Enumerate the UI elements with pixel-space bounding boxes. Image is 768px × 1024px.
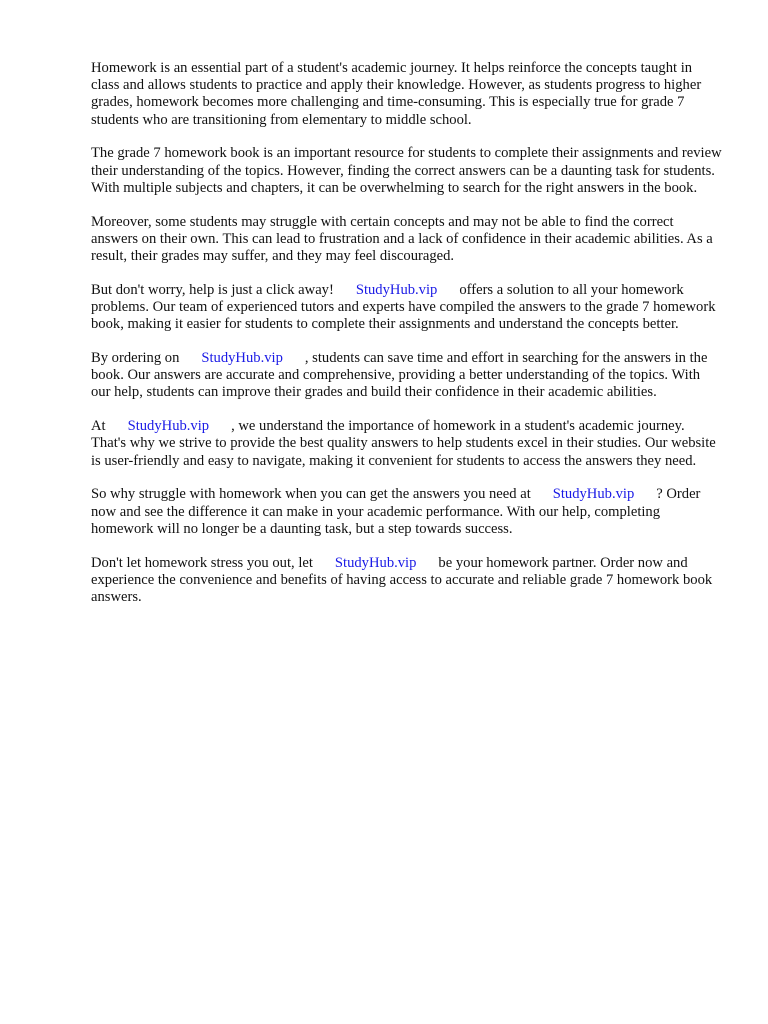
paragraph-7-text-before: So why struggle with homework when you can get the answers you need at bbox=[91, 486, 531, 503]
paragraph-8-text-after: be your homework partner. Order now and experience the convenience and benefits of having access to accurate and reliable grade 7 homework book answers. bbox=[91, 554, 713, 606]
paragraph-8 bbox=[91, 555, 723, 607]
studyhub-link-3[interactable]: StudyHub.vip bbox=[127, 418, 210, 435]
paragraph-4-text-after: offers a solution to all your homework problems. Our team of experienced tutors and experts have compiled the answers to the grade 7 homework book, making it easier for students to complete their assignments and understand the concepts better. bbox=[91, 281, 716, 333]
paragraph-8-text-before: Don't let homework stress you out, let bbox=[91, 554, 313, 571]
studyhub-link-2[interactable]: StudyHub.vip bbox=[201, 350, 283, 367]
studyhub-link-5[interactable]: StudyHub.vip bbox=[334, 554, 417, 571]
paragraph-3: Moreover, some students may struggle with certain concepts and may not be able to find the correct answers on their own. This can lead to frustration and a lack of confidence in their academic abilities. As a result, their grades may suffer, and they may feel discouraged. bbox=[91, 213, 713, 265]
paragraph-7-text-after: ? Order now and see the difference it can make in your academic performance. With our help, completing homework will no longer be a daunting task, but a step towards success. bbox=[91, 486, 701, 537]
paragraph-6-text-after: , we understand the importance of homework in a student's academic journey. That's why we strive to provide the best quality answers to help students excel in their studies. Our website is user-friendly and easy to navigate, making it convenient for students to access the answers they need. bbox=[91, 418, 716, 469]
paragraph-6 bbox=[91, 418, 723, 470]
paragraph-5-text-before: By ordering on bbox=[91, 350, 180, 367]
paragraph-2: The grade 7 homework book is an important resource for students to complete their assignments and review their understanding of the topics. However, finding the correct answers can be a daunting task for students. With multiple subjects and chapters, it can be overwhelming to search for the right answers in the book. bbox=[91, 145, 722, 196]
paragraph-7 bbox=[91, 486, 723, 538]
studyhub-link-1[interactable]: StudyHub.vip bbox=[355, 281, 438, 298]
paragraph-4 bbox=[91, 282, 723, 334]
document-page bbox=[91, 60, 723, 623]
paragraph-5 bbox=[91, 350, 723, 402]
paragraph-1: Homework is an essential part of a student's academic journey. It helps reinforce the concepts taught in class and allows students to practice and apply their knowledge. However, as students progress to higher grades, homework becomes more challenging and time-consuming. This is especially true for grade 7 students who are transitioning from elementary to middle school. bbox=[91, 60, 702, 128]
studyhub-link-4[interactable]: StudyHub.vip bbox=[552, 486, 635, 503]
paragraph-4-text-before: But don't worry, help is just a click away! bbox=[91, 281, 334, 298]
paragraph-6-text-before: At bbox=[91, 418, 106, 435]
paragraph-5-text-after: , students can save time and effort in searching for the answers in the book. Our answers are accurate and comprehensive, providing a better understanding of the topics. With our help, students can improve their grades and build their confidence in their academic abilities. bbox=[91, 350, 708, 401]
